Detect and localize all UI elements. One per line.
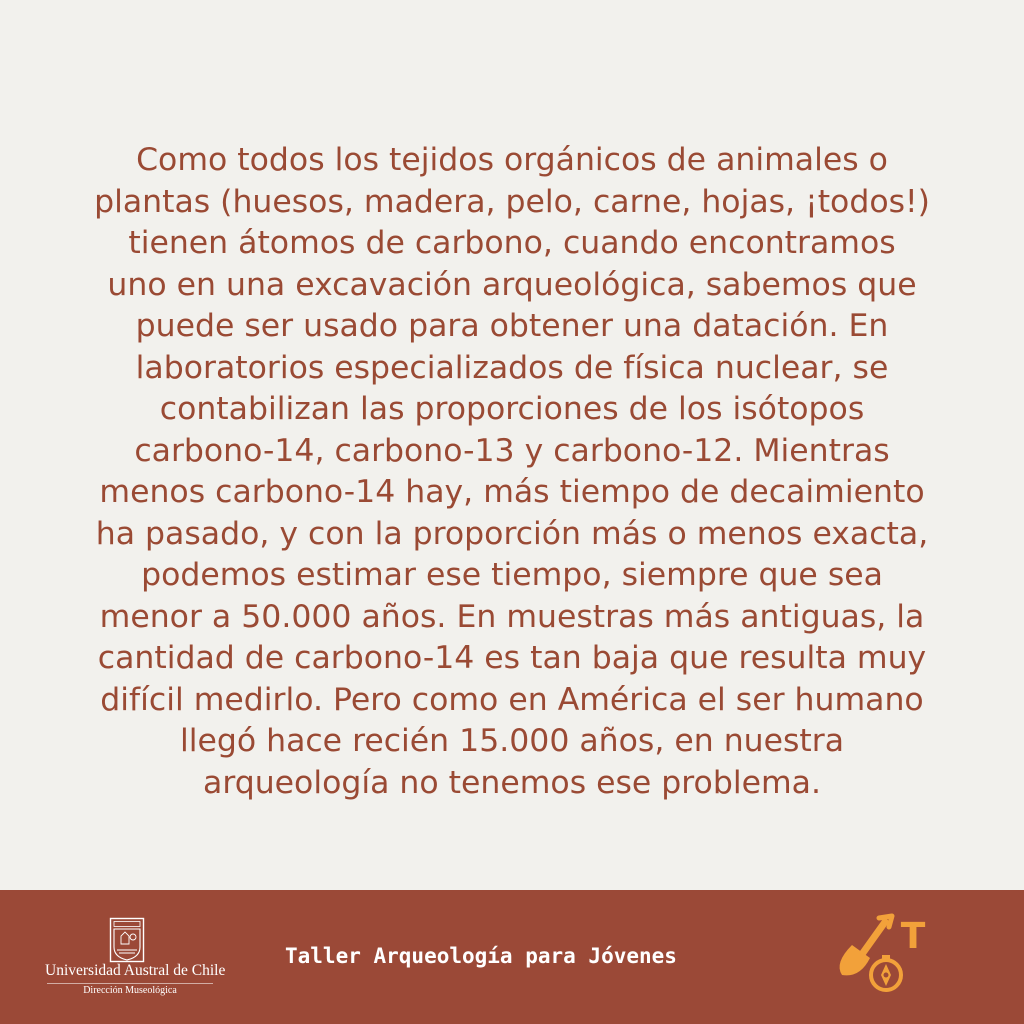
body-line: puede ser usado para obtener una datación. En: [135, 308, 889, 344]
taller-logo-letter: T: [900, 916, 926, 957]
main-content: [0, 140, 1024, 900]
body-line: podemos estimar ese tiempo, siempre que sea: [141, 557, 883, 593]
university-logo: [45, 917, 226, 1003]
body-line: Como todos los tejidos orgánicos de animales o: [136, 142, 888, 178]
body-line: ha pasado, y con la proporción más o menos exacta,: [95, 515, 929, 552]
footer-title: Taller Arqueología para Jóvenes: [285, 944, 677, 968]
body-line: arqueología no tenemos ese problema.: [203, 764, 821, 801]
body-line: cantidad de carbono-14 es tan baja que resulta muy: [97, 640, 927, 676]
body-line: llegó hace recién 15.000 años, en nuestra: [179, 723, 845, 759]
compass-icon: [871, 955, 901, 990]
university-subtitle: Dirección Museológica: [83, 985, 177, 996]
body-line: laboratorios especializados de física nuclear, se: [135, 349, 889, 386]
body-line: tienen átomos de carbono, cuando encontramos: [128, 225, 896, 261]
university-crest-icon: [109, 917, 145, 963]
body-line: menor a 50.000 años. En muestras más antiguas, la: [99, 598, 925, 635]
body-line: difícil medirlo. Pero como en América el ser humano: [100, 681, 924, 718]
body-line: uno en una excavación arqueológica, sabemos que: [107, 266, 917, 303]
body-paragraph: [0, 140, 1024, 804]
taller-logo: [830, 912, 935, 1002]
shovel-icon: [840, 916, 892, 975]
body-line: contabilizan las proporciones de los isótopos: [159, 391, 865, 427]
university-name: Universidad Austral de Chile: [45, 962, 226, 979]
body-line: plantas (huesos, madera, pelo, carne, hojas, ¡todos!): [94, 183, 930, 220]
body-line: carbono-14, carbono-13 y carbono-12. Mientras: [134, 432, 890, 469]
body-line: menos carbono-14 hay, más tiempo de decaimiento: [99, 474, 925, 510]
